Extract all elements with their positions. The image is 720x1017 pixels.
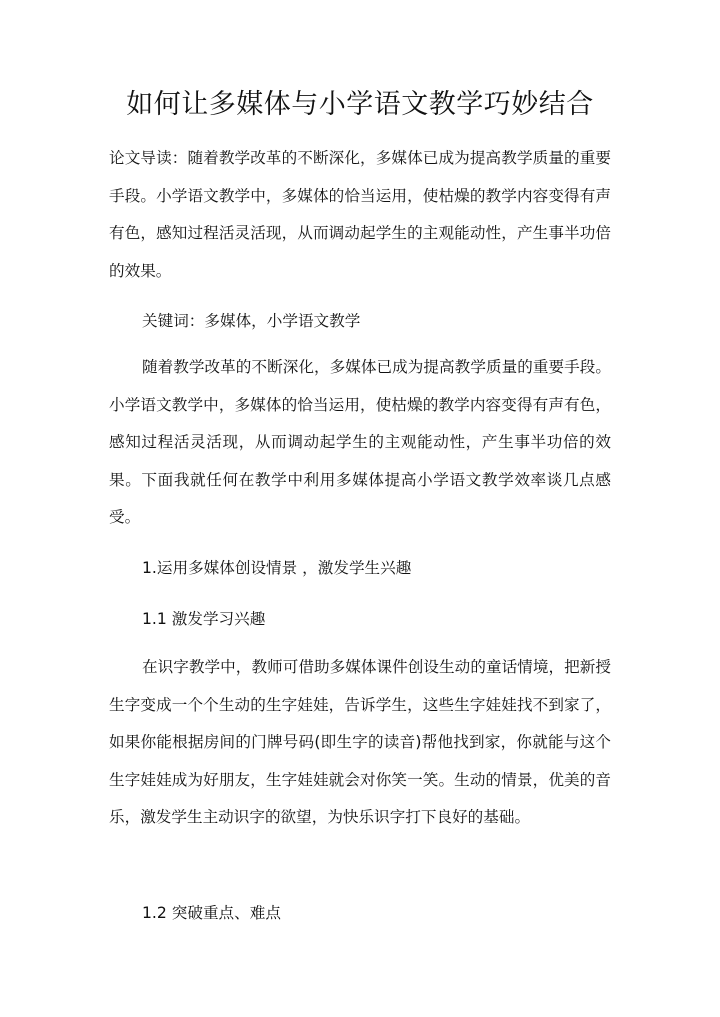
section-heading-1: 1.运用多媒体创设情景 ，激发学生兴趣	[142, 559, 412, 577]
abstract-paragraph: 论文导读：随着教学改革的不断深化，多媒体已成为提高教学质量的重要手段。小学语文教学中，多媒体的恰当运用，使枯燥的教学内容变得有声有色，感知过程活灵活现，从而调动起学生的主观能动性，产生事半功倍的效果。	[109, 149, 611, 280]
section-heading-1-1: 1.1 激发学习兴趣	[142, 610, 266, 628]
keywords-line: 关键词：多媒体，小学语文教学	[142, 312, 361, 330]
section-heading-1-2: 1.2 突破重点、难点	[142, 904, 281, 922]
section-1-1-body: 在识字教学中，教师可借助多媒体课件创设生动的童话情境，把新授生字变成一个个生动的生字娃娃，告诉学生，这些生字娃娃找不到家了，如果你能根据房间的门牌号码(即生字的读音)帮他找到家，你就能与这个生字娃娃成为好朋友，生字娃娃就会对你笑一笑。生动的情景，优美的音乐，激发学生主动识字的欲望，为快乐识字打下良好的基础。	[109, 658, 611, 826]
intro-paragraph: 随着教学改革的不断深化，多媒体已成为提高教学质量的重要手段。小学语文教学中，多媒体的恰当运用，使枯燥的教学内容变得有声有色，感知过程活灵活现，从而调动起学生的主观能动性，产生事半功倍的效果。下面我就任何在教学中利用多媒体提高小学语文教学效率谈几点感受。	[109, 358, 611, 526]
document-title: 如何让多媒体与小学语文教学巧妙结合	[126, 89, 594, 120]
